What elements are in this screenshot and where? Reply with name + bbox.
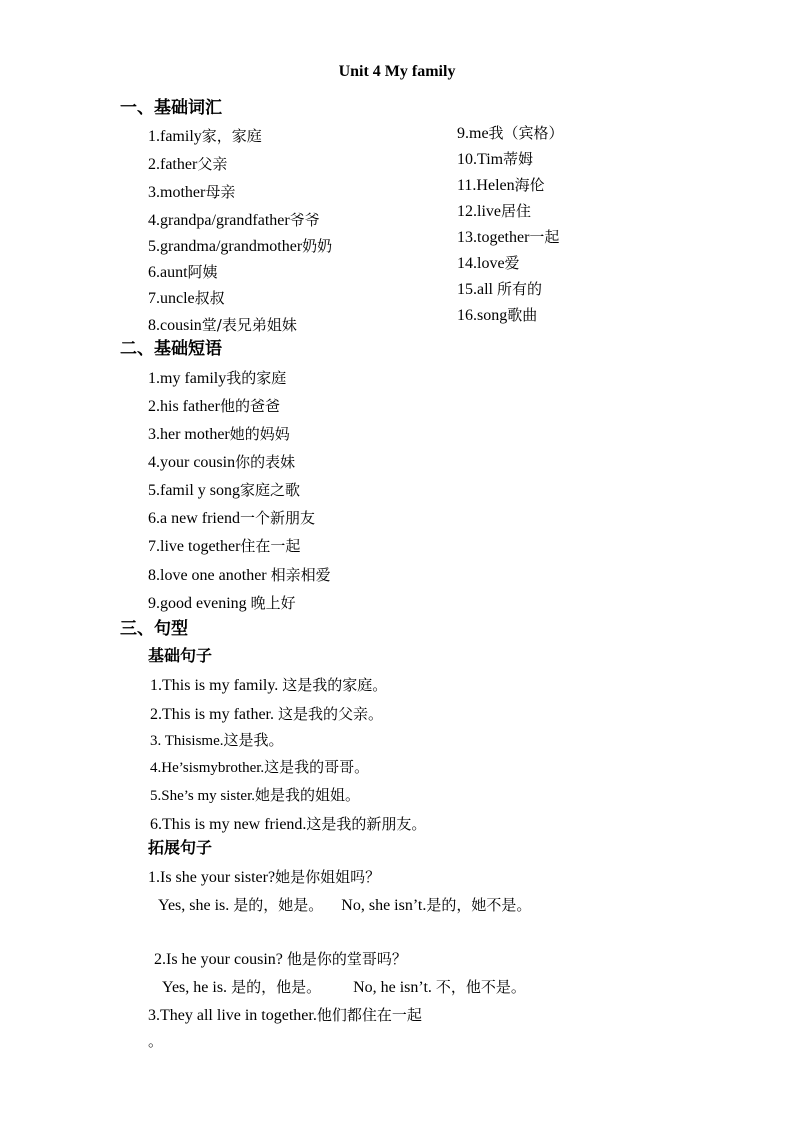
vocab-item: 11.Helen海伦	[457, 176, 545, 194]
vocab-item: 3.mother母亲	[148, 183, 236, 201]
subheading-basic-sentences: 基础句子	[148, 646, 213, 665]
sentence-item: 4.He’sismybrother.这是我的哥哥。	[150, 758, 370, 776]
vocab-item: 2.father父亲	[148, 155, 228, 173]
vocab-item: 13.together一起	[457, 228, 560, 246]
phrase-item: 5.famil y song家庭之歌	[148, 481, 301, 499]
phrase-item: 8.love one another 相亲相爱	[148, 566, 331, 584]
answer-item: Yes, he is. 是的，他是。 No, he isn’t. 不，他不是。	[162, 978, 526, 996]
phrase-item: 9.good evening 晚上好	[148, 594, 296, 612]
phrase-item: 4.your cousin你的表妹	[148, 453, 296, 471]
vocab-item: 15.all 所有的	[457, 280, 543, 298]
vocab-item: 7.uncle叔叔	[148, 289, 225, 307]
section-heading-vocabulary: 一、基础词汇	[120, 98, 222, 118]
phrase-item: 3.her mother她的妈妈	[148, 425, 290, 443]
vocab-item: 5.grandma/grandmother奶奶	[148, 237, 333, 255]
question-item: 3.They all live in together.他们都住在一起	[148, 1006, 422, 1024]
vocab-item: 14.love爱	[457, 254, 520, 272]
sentence-item: 2.This is my father. 这是我的父亲。	[150, 705, 383, 723]
vocab-item: 16.song歌曲	[457, 306, 538, 324]
phrase-item: 6.a new friend一个新朋友	[148, 509, 315, 527]
vocab-item: 8.cousin堂/表兄弟姐妹	[148, 316, 297, 334]
vocab-item: 9.me我（宾格）	[457, 124, 564, 142]
sentence-item: 1.This is my family. 这是我的家庭。	[150, 676, 388, 694]
vocab-item: 10.Tim蒂姆	[457, 150, 534, 168]
vocab-item: 4.grandpa/grandfather爷爷	[148, 211, 320, 229]
sentence-item: 5.She’s my sister.她是我的姐姐。	[150, 786, 361, 804]
section-heading-phrases: 二、基础短语	[120, 339, 222, 359]
vocab-item: 12.live居住	[457, 202, 532, 220]
question-item: 2.Is he your cousin? 他是你的堂哥吗？	[154, 950, 407, 968]
section-heading-sentences: 三、句型	[120, 619, 188, 639]
sentence-item: 6.This is my new friend.这是我的新朋友。	[150, 815, 427, 833]
subheading-extended-sentences: 拓展句子	[148, 838, 213, 857]
question-item: 1.Is she your sister?她是你姐姐吗？	[148, 868, 381, 886]
phrase-item: 1.my family我的家庭	[148, 369, 287, 387]
vocab-item: 6.aunt阿姨	[148, 263, 218, 281]
answer-item: Yes, she is. 是的，她是。 No, she isn’t.是的，她不是。	[158, 896, 532, 914]
document-title: Unit 4 My family	[338, 63, 456, 80]
sentence-item: 3. Thisisme.这是我。	[150, 731, 284, 749]
sentence-end-mark: 。	[148, 1032, 164, 1050]
phrase-item: 7.live together住在一起	[148, 537, 301, 555]
vocab-item: 1.family家，家庭	[148, 127, 262, 145]
phrase-item: 2.his father他的爸爸	[148, 397, 280, 415]
